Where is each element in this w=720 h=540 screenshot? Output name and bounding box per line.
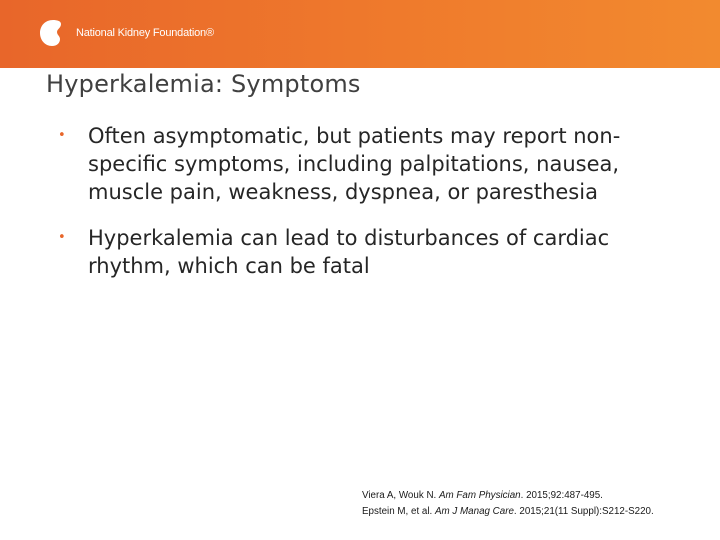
kidney-logo-icon [38, 18, 68, 48]
nkf-logo [38, 17, 214, 49]
bullet-dot-icon: • [58, 230, 66, 245]
bullet-dot-icon: • [58, 128, 66, 143]
reference-journal: Am J Manag Care [434, 506, 514, 517]
bullet-list [58, 122, 678, 298]
logo-text: National Kidney Foundation® [76, 27, 214, 39]
slide-title: Hyperkalemia: Symptoms [46, 70, 361, 98]
reference-details: . 2015;21(11 Suppl):S212-S220. [513, 506, 654, 517]
reference-details: . 2015;92:487-495. [520, 490, 603, 501]
bullet-text: Hyperkalemia can lead to disturbances of cardiac rhythm, which can be fatal [88, 226, 610, 278]
bullet-text: Often asymptomatic, but patients may report non-specific symptoms, including palpitations, nausea, muscle pain, weakness, dyspnea, or paresthesia [88, 124, 621, 204]
reference-authors: Viera A, Wouk N. [362, 490, 439, 501]
reference-line [362, 488, 654, 504]
reference-authors: Epstein M, et al. [362, 506, 435, 517]
bullet-item [58, 122, 678, 206]
reference-journal: Am Fam Physician [438, 490, 521, 501]
reference-line [362, 504, 654, 520]
bullet-item [58, 224, 678, 280]
header-banner [0, 0, 720, 68]
references [362, 488, 654, 520]
